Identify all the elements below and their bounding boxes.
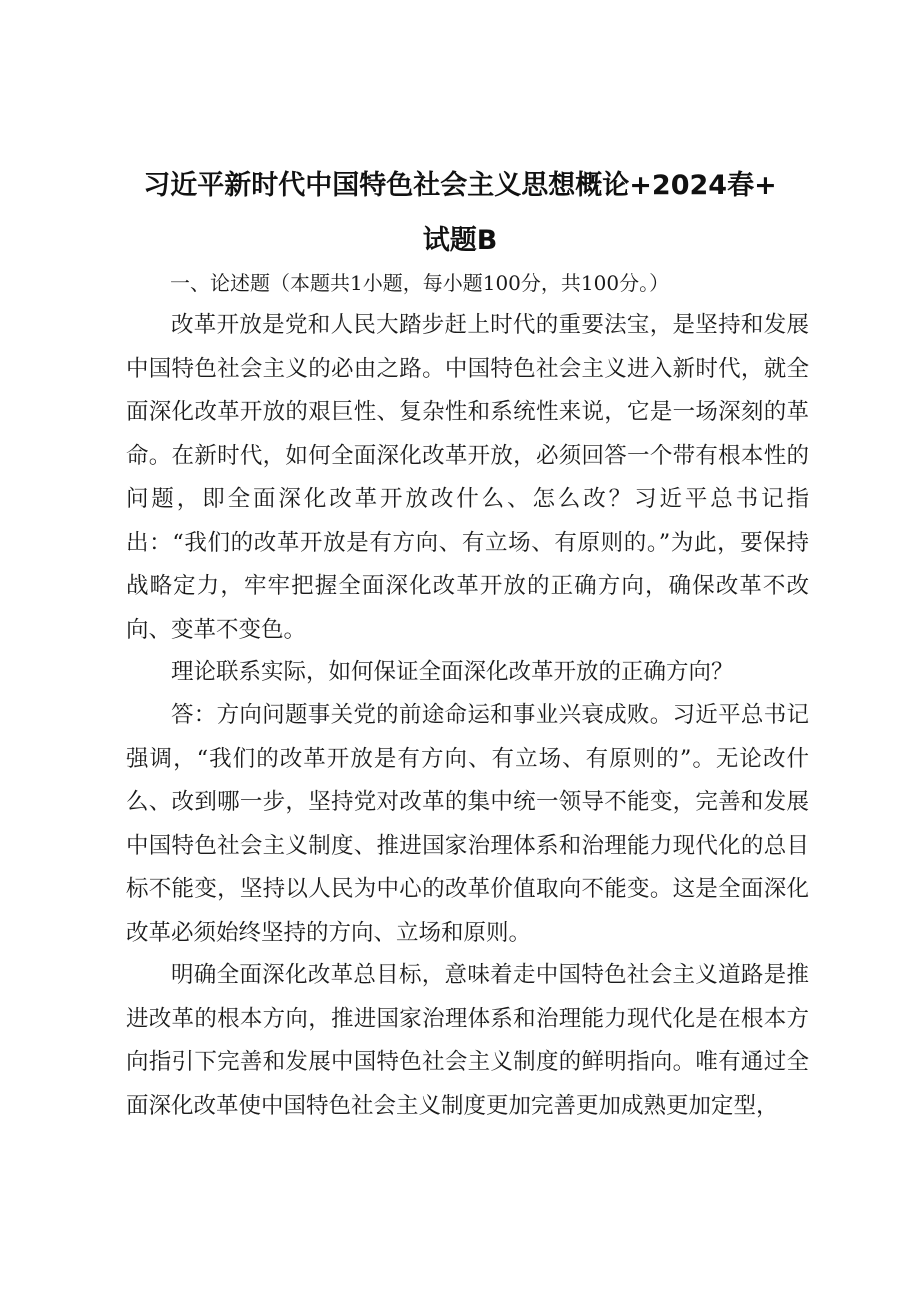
paragraph-answer-continued: 明确全面深化改革总目标，意味着走中国特色社会主义道路是推进改革的根本方向，推进国家治理体系和治理能力现代化是在根本方向指引下完善和发展中国特色社会主义制度的鲜明指向。唯有通过全面深化改革使中国特色社会主义制度更加完善更加成熟更加定型， bbox=[126, 962, 809, 1119]
document-title-line2: 试题B bbox=[422, 225, 498, 256]
section-heading: 一、论述题（本题共1小题，每小题100分，共100分。） bbox=[170, 271, 670, 295]
paragraph-answer: 答：方向问题事关党的前途命运和事业兴衰成败。习近平总书记强调，“我们的改革开放是有方向、有立场、有原则的”。无论改什么、改到哪一步，坚持党对改革的集中统一领导不能变，完善和发展中国特色社会主义制度、推进国家治理体系和治理能力现代化的总目标不能变，坚持以人民为中心的改革价值取向不能变。这是全面深化改革必须始终坚持的方向、立场和原则。 bbox=[126, 702, 809, 946]
paragraph-question: 理论联系实际，如何保证全面深化改革开放的正确方向？ bbox=[171, 659, 734, 685]
document-title-line1: 习近平新时代中国特色社会主义思想概论+2024春+ bbox=[143, 170, 777, 201]
paragraph-question-context: 改革开放是党和人民大踏步赶上时代的重要法宝，是坚持和发展中国特色社会主义的必由之路。中国特色社会主义进入新时代，就全面深化改革开放的艰巨性、复杂性和系统性来说，它是一场深刻的革命。在新时代，如何全面深化改革开放，必须回答一个带有根本性的问题，即全面深化改革开放改什么、怎么改？习近平总书记指出：“我们的改革开放是有方向、有立场、有原则的。”为此，要保持战略定力，牢牢把握全面深化改革开放的正确方向，确保改革不改向、变革不变色。 bbox=[126, 312, 809, 643]
